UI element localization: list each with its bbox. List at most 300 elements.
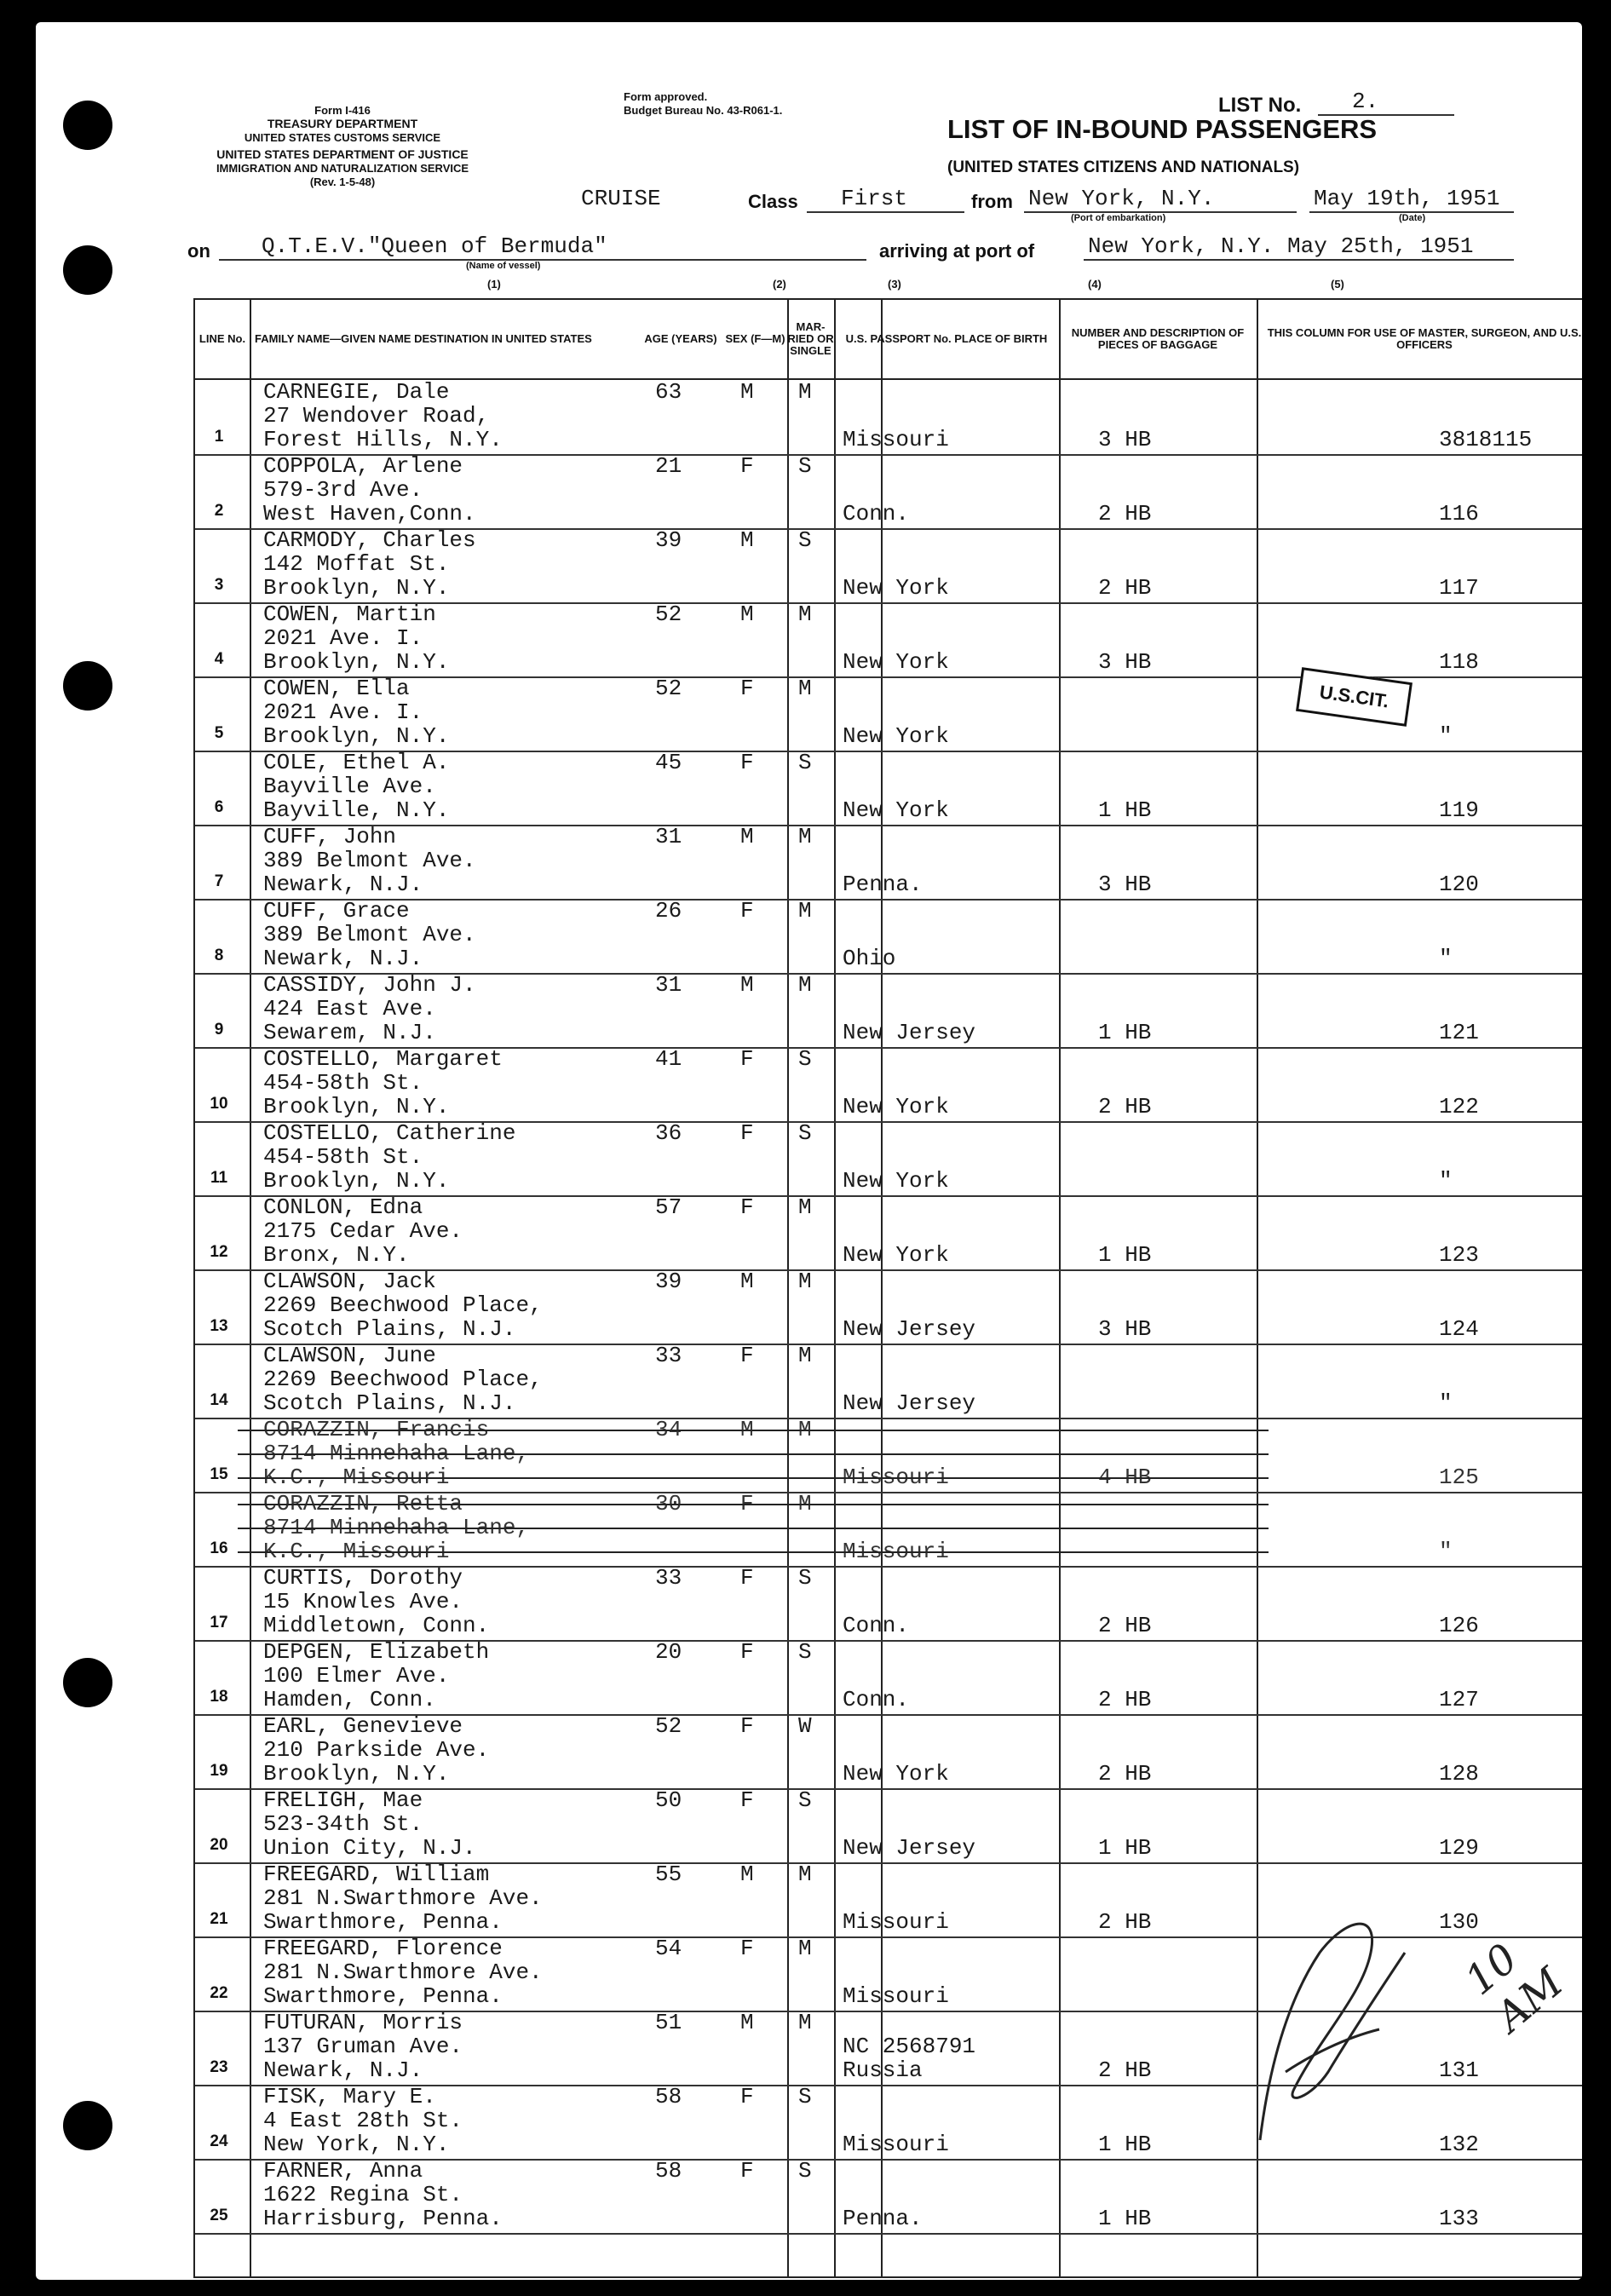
header-sex: SEX (F—M)	[725, 332, 785, 345]
department-of-justice: UNITED STATES DEPARTMENT OF JUSTICE	[216, 147, 469, 161]
sex-value: F	[740, 1343, 754, 1368]
sex-value: M	[740, 2010, 754, 2035]
table-row	[195, 1640, 1582, 1716]
baggage-count: 1 HB	[1098, 1242, 1152, 1268]
sex-value: M	[740, 824, 754, 849]
sex-value: M	[740, 601, 754, 627]
address-line-2: Brooklyn, N.Y.	[263, 649, 450, 675]
place-of-birth: New York	[843, 1242, 949, 1268]
line-number: 17	[210, 1614, 228, 1631]
arriving-label: arriving at port of	[879, 240, 1035, 262]
address-line-1: 424 East Ave.	[263, 996, 436, 1021]
table-row	[195, 825, 1582, 901]
header-name: FAMILY NAME—GIVEN NAME DESTINATION IN UNITED STATES	[255, 332, 592, 345]
line-number: 16	[210, 1539, 228, 1557]
place-of-birth: Conn.	[843, 1687, 910, 1712]
table-row	[195, 454, 1582, 530]
age-value: 52	[655, 676, 682, 701]
officer-number: 122	[1439, 1094, 1479, 1119]
officer-number: 118	[1439, 649, 1479, 675]
age-value: 55	[655, 1862, 682, 1887]
table-row	[195, 899, 1582, 975]
address-line-1: 142 Moffat St.	[263, 551, 450, 577]
age-value: 26	[655, 898, 682, 924]
marital-status: S	[798, 750, 812, 775]
place-of-birth: New York	[843, 797, 949, 823]
line-number: 22	[210, 1984, 228, 2002]
passenger-name: FREEGARD, Florence	[263, 1936, 503, 1961]
marital-status: M	[798, 1194, 812, 1220]
age-value: 20	[655, 1639, 682, 1665]
officer-number: 133	[1439, 2206, 1479, 2231]
officer-number: 116	[1439, 501, 1479, 527]
place-of-birth: Ohio	[843, 946, 896, 971]
place-of-birth: Missouri	[843, 1983, 949, 2009]
place-of-birth: Russia	[843, 2057, 923, 2083]
line-number: 21	[210, 1910, 228, 1928]
header-baggage: NUMBER AND DESCRIPTION OF PIECES OF BAGGAGE	[1071, 326, 1245, 351]
vessel-name: Q.T.E.V."Queen of Bermuda"	[262, 233, 607, 259]
line-number: 23	[210, 2058, 228, 2076]
baggage-count: 1 HB	[1098, 2132, 1152, 2157]
date-caption: (Date)	[1399, 213, 1426, 223]
line-number: 7	[214, 872, 224, 890]
baggage-count: 2 HB	[1098, 1761, 1152, 1787]
sex-value: F	[740, 750, 754, 775]
line-number: 18	[210, 1688, 228, 1706]
age-value: 52	[655, 601, 682, 627]
baggage-count: 2 HB	[1098, 1613, 1152, 1638]
address-line-2: Newark, N.J.	[263, 946, 423, 971]
age-value: 39	[655, 1269, 682, 1294]
officer-number: "	[1439, 1168, 1453, 1194]
address-line-1: 579-3rd Ave.	[263, 477, 423, 503]
address-line-1: 281 N.Swarthmore Ave.	[263, 1959, 543, 1985]
line-number: 4	[214, 650, 224, 668]
marital-status: W	[798, 1713, 812, 1739]
age-value: 57	[655, 1194, 682, 1220]
age-value: 58	[655, 2158, 682, 2184]
marital-status: M	[798, 1491, 812, 1516]
address-line-1: 2021 Ave. I.	[263, 699, 423, 725]
place-of-birth: Conn.	[843, 501, 910, 527]
table-row	[195, 1344, 1582, 1419]
address-line-2: Hamden, Conn.	[263, 1687, 436, 1712]
marital-status: M	[798, 601, 812, 627]
marital-status: M	[798, 824, 812, 849]
address-line-1: 2021 Ave. I.	[263, 625, 423, 651]
place-of-birth: Penna.	[843, 2206, 923, 2231]
table-row	[195, 528, 1582, 604]
col-num-5: (5)	[1331, 278, 1344, 291]
address-line-2: Brooklyn, N.Y.	[263, 575, 450, 601]
baggage-count: 3 HB	[1098, 1316, 1152, 1342]
document-page	[36, 22, 1582, 2280]
vessel-underline	[219, 259, 866, 261]
address-line-1: 523-34th St.	[263, 1811, 423, 1837]
table-row	[195, 1269, 1582, 1345]
officer-number: 124	[1439, 1316, 1479, 1342]
officer-number: 126	[1439, 1613, 1479, 1638]
baggage-count: 1 HB	[1098, 2206, 1152, 2231]
address-line-1: 27 Wendover Road,	[263, 403, 490, 429]
address-line-2: Brooklyn, N.Y.	[263, 723, 450, 749]
sex-value: F	[740, 2084, 754, 2109]
marital-status: M	[798, 1936, 812, 1961]
passenger-name: COWEN, Ella	[263, 676, 410, 701]
table-row	[195, 1788, 1582, 1864]
age-value: 34	[655, 1417, 682, 1442]
table-row	[195, 751, 1582, 826]
handwritten-signature	[1234, 1902, 1422, 2157]
address-line-2: Swarthmore, Penna.	[263, 1909, 503, 1935]
punch-hole	[63, 2101, 112, 2150]
address-line-2: Sewarem, N.J.	[263, 1020, 436, 1045]
cruise-label: CRUISE	[581, 186, 661, 211]
officer-number: "	[1439, 1539, 1453, 1564]
sex-value: F	[740, 2158, 754, 2184]
sex-value: M	[740, 379, 754, 405]
table-row	[195, 1492, 1582, 1568]
address-line-2: Newark, N.J.	[263, 872, 423, 897]
header-age: AGE (YEARS)	[644, 332, 717, 345]
place-of-birth: New Jersey	[843, 1390, 976, 1416]
address-line-1: 210 Parkside Ave.	[263, 1737, 490, 1763]
sex-value: F	[740, 453, 754, 479]
list-title: LIST OF IN-BOUND PASSENGERS	[947, 114, 1378, 144]
punch-hole	[63, 101, 112, 150]
marital-status: M	[798, 1343, 812, 1368]
officer-number: 120	[1439, 872, 1479, 897]
officer-number: "	[1439, 946, 1453, 971]
class-value: First	[841, 186, 908, 211]
age-value: 54	[655, 1936, 682, 1961]
age-value: 21	[655, 453, 682, 479]
line-number: 1	[214, 428, 224, 446]
list-no-value: 2.	[1352, 89, 1379, 114]
passenger-name: CORAZZIN, Retta	[263, 1491, 463, 1516]
list-subtitle: (UNITED STATES CITIZENS AND NATIONALS)	[947, 158, 1300, 176]
punch-hole	[63, 1658, 112, 1707]
address-line-2: Bayville, N.Y.	[263, 797, 450, 823]
line-number: 13	[210, 1317, 228, 1335]
place-of-birth: New York	[843, 723, 949, 749]
col-num-2: (2)	[773, 278, 786, 291]
baggage-count: 2 HB	[1098, 575, 1152, 601]
passenger-name: FREEGARD, William	[263, 1862, 490, 1887]
marital-status: S	[798, 527, 812, 553]
header-line-no: LINE No.	[198, 332, 246, 345]
place-of-birth: New York	[843, 1168, 949, 1194]
revision: (Rev. 1-5-48)	[309, 176, 376, 188]
passenger-name: FISK, Mary E.	[263, 2084, 436, 2109]
age-value: 58	[655, 2084, 682, 2109]
passenger-name: DEPGEN, Elizabeth	[263, 1639, 490, 1665]
table-row	[195, 1714, 1582, 1790]
officer-number: 131	[1439, 2057, 1479, 2083]
place-of-birth: New York	[843, 649, 949, 675]
sex-value: M	[740, 527, 754, 553]
address-line-1: 281 N.Swarthmore Ave.	[263, 1885, 543, 1911]
baggage-count: 2 HB	[1098, 501, 1152, 527]
marital-status: S	[798, 2158, 812, 2184]
header-married: MAR-RIED OR SINGLE	[787, 320, 834, 357]
budget-bureau: Budget Bureau No. 43-R061-1.	[624, 104, 783, 117]
sex-value: F	[740, 676, 754, 701]
marital-status: M	[798, 1269, 812, 1294]
col-num-1: (1)	[487, 278, 501, 291]
table-row	[195, 1195, 1582, 1271]
address-line-2: West Haven,Conn.	[263, 501, 476, 527]
strike-through	[238, 1528, 1269, 1529]
address-line-1: 389 Belmont Ave.	[263, 848, 476, 873]
marital-status: S	[798, 2084, 812, 2109]
address-line-2: K.C., Missouri	[263, 1464, 450, 1490]
marital-status: M	[798, 676, 812, 701]
address-line-1: 8714 Minnehaha Lane,	[263, 1515, 530, 1540]
table-row	[195, 973, 1582, 1049]
passenger-name: CLAWSON, Jack	[263, 1269, 436, 1294]
baggage-count: 1 HB	[1098, 1835, 1152, 1861]
marital-status: M	[798, 2010, 812, 2035]
address-line-1: 2269 Beechwood Place,	[263, 1367, 543, 1392]
passenger-name: CONLON, Edna	[263, 1194, 423, 1220]
address-line-1: 8714 Minnehaha Lane,	[263, 1441, 530, 1466]
marital-status: M	[798, 972, 812, 998]
marital-status: M	[798, 379, 812, 405]
strike-through	[238, 1504, 1269, 1505]
age-value: 31	[655, 972, 682, 998]
address-line-1: 2175 Cedar Ave.	[263, 1218, 463, 1244]
header-officers: THIS COLUMN FOR USE OF MASTER, SURGEON, AND U.S. OFFICERS	[1267, 326, 1582, 351]
address-line-2: Forest Hills, N.Y.	[263, 427, 503, 452]
form-number: Form I-416	[314, 104, 371, 117]
age-value: 30	[655, 1491, 682, 1516]
baggage-count: 3 HB	[1098, 649, 1152, 675]
sex-value: M	[740, 1269, 754, 1294]
line-number: 20	[210, 1836, 228, 1854]
marital-status: S	[798, 1120, 812, 1146]
strike-through	[238, 1477, 1269, 1479]
baggage-count: 2 HB	[1098, 2057, 1152, 2083]
passenger-name: FRELIGH, Mae	[263, 1787, 423, 1813]
line-number: 10	[210, 1095, 228, 1113]
line-number: 11	[210, 1169, 228, 1187]
place-of-birth: Missouri	[843, 2132, 949, 2157]
age-value: 39	[655, 527, 682, 553]
sex-value: F	[740, 1639, 754, 1665]
officer-number: 117	[1439, 575, 1479, 601]
sex-value: F	[740, 1194, 754, 1220]
address-line-1: 2269 Beechwood Place,	[263, 1292, 543, 1318]
baggage-count: 2 HB	[1098, 1909, 1152, 1935]
passenger-table	[193, 298, 1582, 2278]
place-of-birth: New Jersey	[843, 1020, 976, 1045]
line-number: 2	[214, 502, 224, 520]
address-line-2: Scotch Plains, N.J.	[263, 1316, 516, 1342]
baggage-count: 2 HB	[1098, 1094, 1152, 1119]
age-value: 45	[655, 750, 682, 775]
address-line-1: 454-58th St.	[263, 1144, 423, 1170]
marital-status: M	[798, 898, 812, 924]
punch-hole	[63, 245, 112, 295]
sex-value: F	[740, 1120, 754, 1146]
officer-number: 129	[1439, 1835, 1479, 1861]
passenger-name: CUFF, Grace	[263, 898, 410, 924]
age-value: 36	[655, 1120, 682, 1146]
address-line-2: Middletown, Conn.	[263, 1613, 490, 1638]
sex-value: M	[740, 1862, 754, 1887]
arrival-port-date: New York, N.Y. May 25th, 1951	[1088, 233, 1474, 259]
address-line-1: 137 Gruman Ave.	[263, 2034, 463, 2059]
line-number: 14	[210, 1391, 228, 1409]
officer-number: 132	[1439, 2132, 1479, 2157]
table-row	[195, 1047, 1582, 1123]
officer-number: 3818115	[1439, 427, 1533, 452]
address-line-1: 1622 Regina St.	[263, 2182, 463, 2207]
table-row	[195, 2159, 1582, 2235]
sex-value: F	[740, 1565, 754, 1591]
place-of-birth: New Jersey	[843, 1316, 976, 1342]
handwritten-time-note: 10 AM	[1456, 1934, 1573, 2041]
address-line-2: Harrisburg, Penna.	[263, 2206, 503, 2231]
place-of-birth: Conn.	[843, 1613, 910, 1638]
table-row	[195, 1121, 1582, 1197]
address-line-1: 4 East 28th St.	[263, 2108, 463, 2133]
strike-through	[238, 1551, 1269, 1553]
officer-number: 127	[1439, 1687, 1479, 1712]
place-of-birth: Missouri	[843, 1909, 949, 1935]
age-value: 31	[655, 824, 682, 849]
table-row	[195, 1418, 1582, 1493]
address-line-1: Bayville Ave.	[263, 774, 436, 799]
officer-number: 121	[1439, 1020, 1479, 1045]
sex-value: F	[740, 1491, 754, 1516]
passenger-name: CUFF, John	[263, 824, 397, 849]
immigration-service: IMMIGRATION AND NATURALIZATION SERVICE	[216, 162, 469, 175]
sex-value: M	[740, 972, 754, 998]
line-number: 5	[214, 724, 224, 742]
line-number: 3	[214, 576, 224, 594]
address-line-2: New York, N.Y.	[263, 2132, 450, 2157]
officer-number: 130	[1439, 1909, 1479, 1935]
line-number: 12	[210, 1243, 228, 1261]
line-number: 6	[214, 798, 224, 816]
line-number: 19	[210, 1762, 228, 1780]
sex-value: F	[740, 898, 754, 924]
line-number: 9	[214, 1021, 224, 1039]
address-line-2: Bronx, N.Y.	[263, 1242, 410, 1268]
passenger-name: FUTURAN, Morris	[263, 2010, 463, 2035]
citizenship-stamp: U.S.CIT.	[1296, 667, 1413, 727]
customs-service: UNITED STATES CUSTOMS SERVICE	[244, 131, 441, 144]
address-line-1: 100 Elmer Ave.	[263, 1663, 450, 1689]
address-line-2: Brooklyn, N.Y.	[263, 1168, 450, 1194]
officer-number: "	[1439, 723, 1453, 749]
place-of-birth: Missouri	[843, 1539, 949, 1564]
place-of-birth: Missouri	[843, 427, 949, 452]
treasury-department: TREASURY DEPARTMENT	[267, 117, 418, 130]
strike-through	[238, 1430, 1269, 1431]
passenger-name: EARL, Genevieve	[263, 1713, 463, 1739]
address-line-2: Union City, N.J.	[263, 1835, 476, 1861]
place-of-birth: New York	[843, 1761, 949, 1787]
baggage-count: 2 HB	[1098, 1687, 1152, 1712]
sex-value: F	[740, 1936, 754, 1961]
age-value: 52	[655, 1713, 682, 1739]
sex-value: F	[740, 1046, 754, 1072]
place-of-birth: Missouri	[843, 1464, 949, 1490]
marital-status: S	[798, 1046, 812, 1072]
officer-number: 119	[1439, 797, 1479, 823]
port-of-embarkation: New York, N.Y.	[1028, 186, 1215, 211]
form-approved: Form approved.	[624, 90, 708, 103]
place-of-birth: New Jersey	[843, 1835, 976, 1861]
address-line-2: Brooklyn, N.Y.	[263, 1094, 450, 1119]
line-number: 15	[210, 1465, 228, 1483]
passenger-name: COLE, Ethel A.	[263, 750, 450, 775]
table-row	[195, 380, 1582, 456]
place-of-birth: New York	[843, 575, 949, 601]
marital-status: M	[798, 1417, 812, 1442]
sex-value: F	[740, 1787, 754, 1813]
baggage-count: 4 HB	[1098, 1464, 1152, 1490]
passenger-name: FARNER, Anna	[263, 2158, 423, 2184]
table-row	[195, 602, 1582, 678]
age-value: 50	[655, 1787, 682, 1813]
officer-number: "	[1439, 1390, 1453, 1416]
list-no-label: LIST No.	[1218, 94, 1302, 117]
address-line-2: Newark, N.J.	[263, 2057, 423, 2083]
officer-number: 125	[1439, 1464, 1479, 1490]
officer-number: 123	[1439, 1242, 1479, 1268]
table-row	[195, 1566, 1582, 1642]
punch-hole	[63, 661, 112, 711]
baggage-count: 1 HB	[1098, 1020, 1152, 1045]
sex-value: F	[740, 1713, 754, 1739]
header-passport: U.S. PASSPORT No. PLACE OF BIRTH	[845, 332, 1048, 345]
baggage-count: 1 HB	[1098, 797, 1152, 823]
passenger-name: COPPOLA, Arlene	[263, 453, 463, 479]
passenger-name: COSTELLO, Margaret	[263, 1046, 503, 1072]
marital-status: M	[798, 1862, 812, 1887]
address-line-2: Scotch Plains, N.J.	[263, 1390, 516, 1416]
address-line-1: 389 Belmont Ave.	[263, 922, 476, 947]
passenger-name: CARNEGIE, Dale	[263, 379, 450, 405]
passenger-name: COSTELLO, Catherine	[263, 1120, 516, 1146]
passenger-name: CASSIDY, John J.	[263, 972, 476, 998]
from-label: from	[971, 191, 1013, 212]
passport-number: NC 2568791	[843, 2034, 976, 2059]
embark-date: May 19th, 1951	[1314, 186, 1500, 211]
address-line-1: 15 Knowles Ave.	[263, 1589, 463, 1614]
address-line-1: 454-58th St.	[263, 1070, 423, 1096]
passenger-name: COWEN, Martin	[263, 601, 436, 627]
strike-through	[238, 1453, 1269, 1455]
line-number: 25	[210, 2207, 228, 2224]
age-value: 33	[655, 1565, 682, 1591]
marital-status: S	[798, 1565, 812, 1591]
class-label: Class	[748, 191, 798, 212]
passenger-name: CARMODY, Charles	[263, 527, 476, 553]
passenger-name: CURTIS, Dorothy	[263, 1565, 463, 1591]
line-number: 8	[214, 947, 224, 964]
age-value: 51	[655, 2010, 682, 2035]
sex-value: M	[740, 1417, 754, 1442]
on-label: on	[187, 240, 210, 262]
place-of-birth: New York	[843, 1094, 949, 1119]
age-value: 63	[655, 379, 682, 405]
